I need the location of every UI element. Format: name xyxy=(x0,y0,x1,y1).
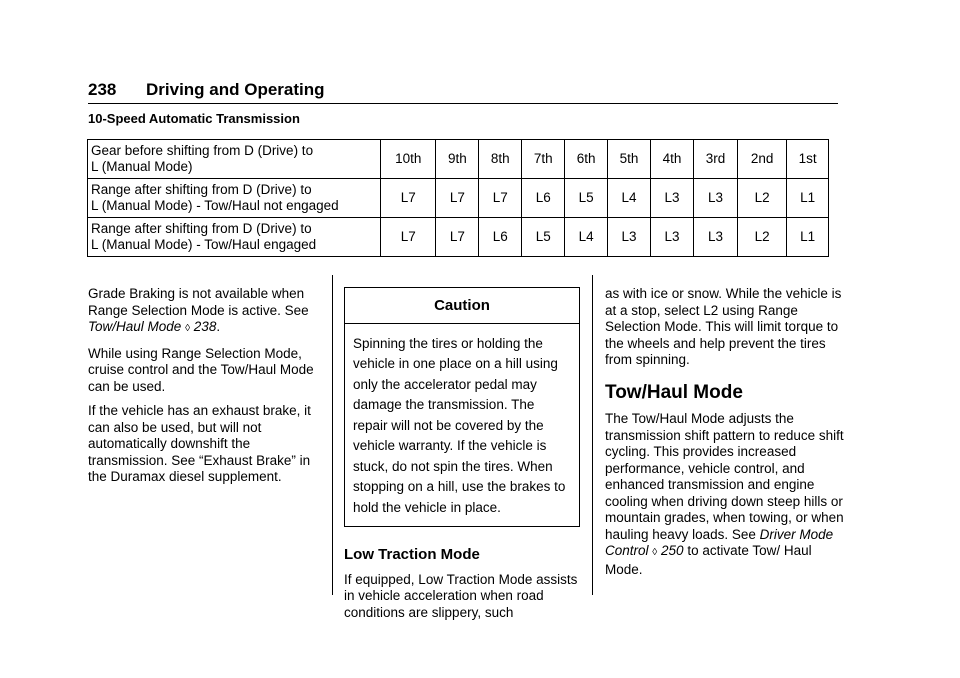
row-label: Range after shifting from D (Drive) to L (Manual Mode) - Tow/Haul engaged xyxy=(88,218,381,257)
table-cell: L6 xyxy=(522,179,565,218)
table-cell: 4th xyxy=(651,140,694,179)
transmission-table xyxy=(87,139,829,257)
table-cell: L3 xyxy=(608,218,651,257)
column-divider xyxy=(592,275,593,595)
paragraph: Grade Braking is not available when Range Selection Mode is active. See Tow/Haul Mode ◊ 238. xyxy=(88,286,309,334)
cross-reference-link[interactable]: Tow/Haul Mode ◊ 238 xyxy=(88,319,217,334)
table-row xyxy=(88,218,829,257)
row-label: Gear before shifting from D (Drive) to L (Manual Mode) xyxy=(88,140,381,179)
paragraph: While using Range Selection Mode, cruise control and the Tow/Haul Mode can be used. xyxy=(88,345,314,394)
table-cell: L4 xyxy=(565,218,608,257)
table-cell: L5 xyxy=(522,218,565,257)
table-cell: L1 xyxy=(787,218,829,257)
table-cell: L3 xyxy=(651,218,694,257)
table-cell: 8th xyxy=(479,140,522,179)
column-3 xyxy=(605,286,845,586)
table-cell: L7 xyxy=(381,179,436,218)
table-cell: L7 xyxy=(436,179,479,218)
chapter-title: Driving and Operating xyxy=(146,80,325,99)
table-cell: 1st xyxy=(787,140,829,179)
table-cell: 5th xyxy=(608,140,651,179)
table-cell: L1 xyxy=(787,179,829,218)
row-label: Range after shifting from D (Drive) to L (Manual Mode) - Tow/Haul not engaged xyxy=(88,179,381,218)
page-ref-icon: ◊ xyxy=(185,323,191,334)
caution-title: Caution xyxy=(345,288,579,324)
table-cell: L3 xyxy=(693,179,737,218)
cross-reference-link[interactable]: Driver Mode Control ◊ 250 xyxy=(605,526,834,558)
table-cell: 6th xyxy=(565,140,608,179)
table-row xyxy=(88,140,829,179)
page-ref-icon: ◊ xyxy=(652,547,658,558)
table-cell: 3rd xyxy=(693,140,737,179)
caution-text: Spinning the tires or holding the vehicle in one place on a hill using only the accelerator pedal may damage the transmission. The repair will not be covered by the vehicle warranty. If the vehicle is stuck, do not spin the tires. When stopping on a hill, use the brakes to hold the vehicle in place. xyxy=(353,335,566,515)
table-cell: L3 xyxy=(693,218,737,257)
column-1 xyxy=(88,286,324,494)
table-cell: 9th xyxy=(436,140,479,179)
section-heading: Tow/Haul Mode xyxy=(605,381,743,403)
paragraph: If the vehicle has an exhaust brake, it can also be used, but will not automatically downshift the transmission. See “Exhaust Brake” in the Duramax diesel supplement. xyxy=(88,403,311,484)
table-cell: 7th xyxy=(522,140,565,179)
paragraph: as with ice or snow. While the vehicle is at a stop, select L2 using Range Selection Mode. This will limit torque to the wheels and help prevent the tires from spinning. xyxy=(605,286,842,367)
page-number: 238 xyxy=(88,80,117,99)
table-cell: L7 xyxy=(479,179,522,218)
caution-box xyxy=(344,287,580,527)
table-cell: L7 xyxy=(436,218,479,257)
table-cell: L2 xyxy=(738,218,787,257)
column-divider xyxy=(332,275,333,595)
table-cell: L4 xyxy=(608,179,651,218)
page-header xyxy=(88,80,838,104)
paragraph: The Tow/Haul Mode adjusts the transmission shift pattern to reduce shift cycling. This provides increased performance, vehicle control, and enhanced transmission and engine cooling when driving down steep hills or mountain grades, when towing, or when hauling heavy loads. See Driver Mode Control ◊ 250 to activate Tow/ Haul Mode. xyxy=(605,411,844,577)
table-cell: L5 xyxy=(565,179,608,218)
table-cell: 10th xyxy=(381,140,436,179)
table-cell: L2 xyxy=(738,179,787,218)
column-2 xyxy=(344,286,580,629)
table-title: 10-Speed Automatic Transmission xyxy=(88,111,300,126)
table-cell: L7 xyxy=(381,218,436,257)
paragraph: If equipped, Low Traction Mode assists in vehicle acceleration when road conditions are slippery, such xyxy=(344,571,578,620)
table-cell: L3 xyxy=(651,179,694,218)
table-cell: 2nd xyxy=(738,140,787,179)
table-cell: L6 xyxy=(479,218,522,257)
table-row xyxy=(88,179,829,218)
section-heading: Low Traction Mode xyxy=(344,546,480,563)
